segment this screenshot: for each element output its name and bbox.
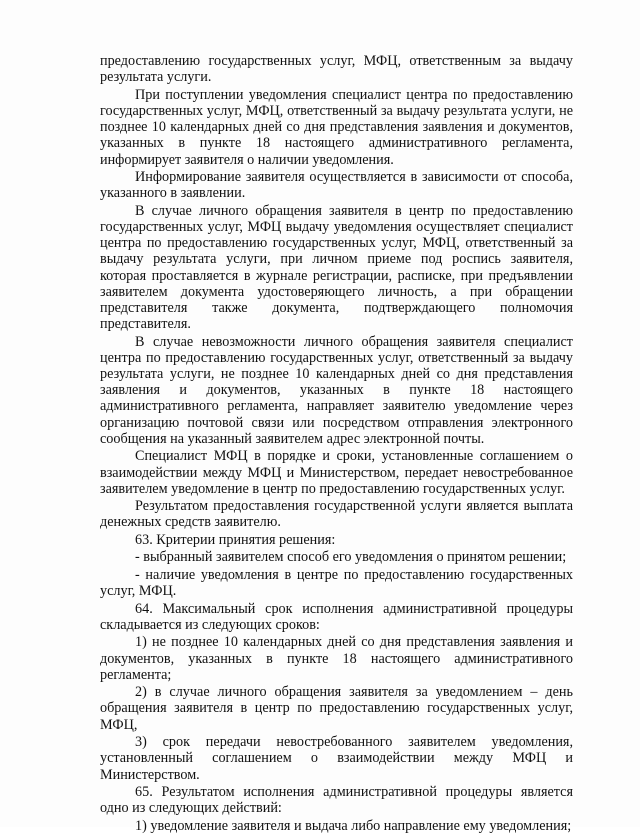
- clause-65-heading: 65. Результатом исполнения административной процедуры является одно из следующих действий:: [100, 784, 573, 817]
- paragraph-unclaimed-transfer: Специалист МФЦ в порядке и сроки, установленные соглашением о взаимодействии между МФЦ и Министерством, передает невостребованное заявителем уведомление в центр по предоставлению государственных услуг.: [100, 448, 573, 497]
- paragraph-personal-appeal: В случае личного обращения заявителя в центр по предоставлению государственных услуг, МФЦ выдачу уведомления осуществляет специалист центра по предоставлению государственных услуг, МФЦ, ответственный за выдачу результата услуги, при личном приеме под роспись заявителя, которая проставляется в журнале регистрации, расписке, при предъявлении заявителем документа удостоверяющего личность, а при обращении представителя также документа, подтверждающего полномочия представителя.: [100, 202, 573, 333]
- clause-63-item-1: - выбранный заявителем способ его уведомления о принятом решении;: [135, 549, 567, 566]
- clause-64-item-2: 2) в случае личного обращения заявителя за уведомлением – день обращения заявителя в центр по предоставлению государственных услуг, МФЦ,: [100, 684, 573, 733]
- clause-63-heading: 63. Критерии принятия решения:: [135, 531, 336, 548]
- document-body: [100, 53, 573, 835]
- clause-63-item-2: - наличие уведомления в центре по предоставлению государственных услуг, МФЦ.: [100, 566, 573, 600]
- paragraph-informing-method: Информирование заявителя осуществляется в зависимости от способа, указанного в заявлении.: [100, 169, 573, 202]
- clause-64-item-1: 1) не позднее 10 календарных дней со дня представления заявления и документов, указанных в пункте 18 настоящего административного регламента;: [100, 634, 573, 683]
- paragraph-impossible-appeal: В случае невозможности личного обращения заявителя специалист центра по предоставлению государственных услуг, ответственный за выдачу результата услуги, не позднее 10 календарных дней со дня представления заявления и документов, указанных в пункте 18 настоящего административного регламента, направляет заявителю уведомление через организацию почтовой связи или посредством отправления электронного сообщения на указанный заявителем адрес электронной почты.: [100, 333, 573, 447]
- paragraph-service-result: Результатом предоставления государственной услуги является выплата денежных средств заявителю.: [100, 498, 573, 531]
- paragraph-continuation: предоставлению государственных услуг, МФЦ, ответственным за выдачу результата услуги.: [100, 53, 573, 86]
- clause-64-heading: 64. Максимальный срок исполнения административной процедуры складывается из следующих сроков:: [100, 600, 573, 633]
- clause-64-item-3: 3) срок передачи невостребованного заявителем уведомления, установленный соглашением о взаимодействии между МФЦ и Министерством.: [100, 734, 573, 783]
- paragraph-notification-receipt: При поступлении уведомления специалист центра по предоставлению государственных услуг, МФЦ, ответственный за выдачу результата услуги, не позднее 10 календарных дней со дня представления заявления и документов, указанных в пункте 18 настоящего административного регламента, информирует заявителя о наличии уведомления.: [100, 86, 573, 168]
- clause-65-item-1: 1) уведомление заявителя и выдача либо направление ему уведомления;: [135, 817, 572, 834]
